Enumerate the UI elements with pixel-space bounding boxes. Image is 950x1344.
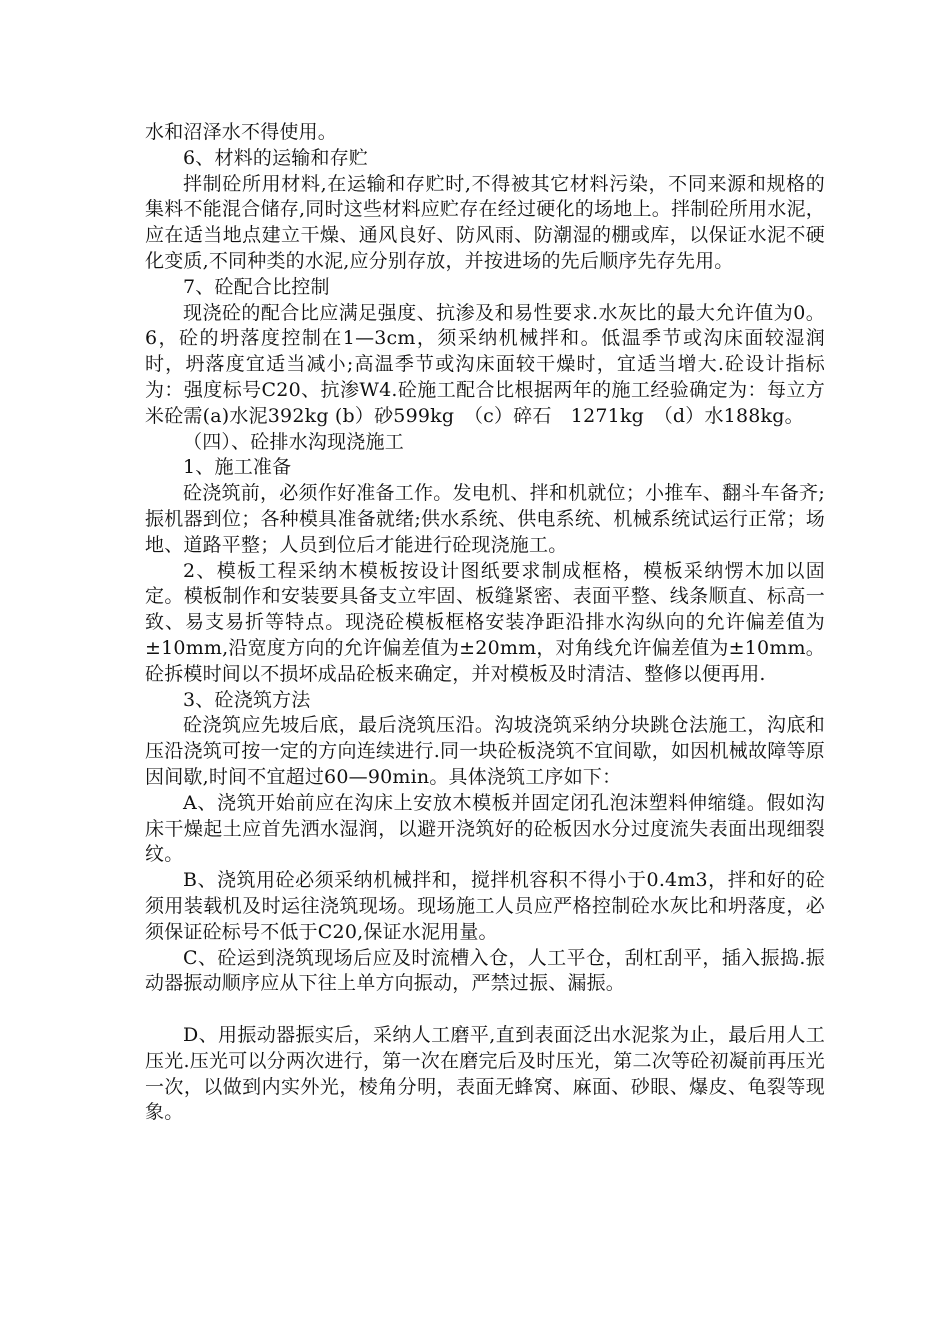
- paragraph: D、用振动器振实后，采纳人工磨平,直到表面泛出水泥浆为止，最后用人工压光.压光可以分两次进行，第一次在磨完后及时压光，第二次等砼初凝前再压光一次，以做到内实外光，棱角分明，表面无蜂窝、麻面、砂眼、爆皮、龟裂等现象。: [145, 1024, 825, 1124]
- paragraph: A、浇筑开始前应在沟床上安放木模板并固定闭孔泡沫塑料伸缩缝。假如沟床干燥起土应首先洒水湿润，以避开浇筑好的砼板因水分过度流失表面出现细裂纹。: [145, 791, 825, 866]
- paragraph: 2、模板工程采纳木模板按设计图纸要求制成框格，模板采纳愣木加以固定。模板制作和安装要具备支立牢固、板缝紧密、表面平整、线条顺直、标高一致、易支易折等特点。现浇砼模板框格安装净距沿排水沟纵向的允许偏差值为±10mm,沿宽度方向的允许偏差值为±20mm，对角线允许偏差值为±10mm。砼拆模时间以不损坏成品砼板来确定，并对模板及时清洁、整修以便再用.: [145, 559, 825, 685]
- paragraph: 6、材料的运输和存贮: [183, 146, 369, 169]
- paragraph: 水和沼泽水不得使用。: [145, 121, 338, 143]
- paragraph: 砼浇筑前，必须作好准备工作。发电机、拌和机就位；小推车、翻斗车备齐;振机器到位；各种模具准备就绪;供水系统、供电系统、机械系统试运行正常；场地、道路平整；人员到位后才能进行砼现浇施工。: [145, 482, 825, 556]
- paragraph: B、浇筑用砼必须采纳机械拌和，搅拌机容积不得小于0.4m3，拌和好的砼须用装载机及时运往浇筑现场。现场施工人员应严格控制砼水灰比和坍落度，必须保证砼标号不低于C20,保证水泥用量。: [145, 869, 825, 943]
- paragraph: C、砼运到浇筑现场后应及时流槽入仓，人工平仓，刮杠刮平，插入振捣.振动器振动顺序应从下往上单方向振动，严禁过振、漏振。: [145, 946, 825, 995]
- paragraph: 3、砼浇筑方法: [183, 688, 311, 711]
- paragraph: 1、施工准备: [183, 456, 292, 479]
- paragraph: 7、砼配合比控制: [183, 275, 330, 298]
- paragraph: 拌制砼所用材料,在运输和存贮时,不得被其它材料污染，不同来源和规格的集料不能混合储存,同时这些材料应贮存在经过硬化的场地上。拌制砼所用水泥，应在适当地点建立干燥、通风良好、防风雨、防潮湿的棚或库，以保证水泥不硬化变质,不同种类的水泥,应分别存放，并按进场的先后顺序先存先用。: [145, 172, 825, 272]
- paragraph: 砼浇筑应先坡后底，最后浇筑压沿。沟坡浇筑采纳分块跳仓法施工，沟底和压沿浇筑可按一定的方向连续进行.同一块砼板浇筑不宜间歇，如因机械故障等原因间歇,时间不宜超过60—90min。具体浇筑工序如下：: [145, 714, 825, 788]
- paragraph: 现浇砼的配合比应满足强度、抗渗及和易性要求.水灰比的最大允许值为0。6，砼的坍落度控制在1—3cm，须采纳机械拌和。低温季节或沟床面较湿润时，坍落度宜适当减小;高温季节或沟床面较干燥时，宜适当增大.砼设计指标为：强度标号C20、抗渗W4.砼施工配合比根据两年的施工经验确定为：每立方米砼需(a)水泥392kg (b）砂599kg （c）碎石 1271kg （d）水188kg。: [145, 301, 825, 427]
- document-body: [145, 120, 825, 1126]
- paragraph-spacer: [145, 997, 825, 1023]
- paragraph: （四）、砼排水沟现浇施工: [183, 430, 404, 453]
